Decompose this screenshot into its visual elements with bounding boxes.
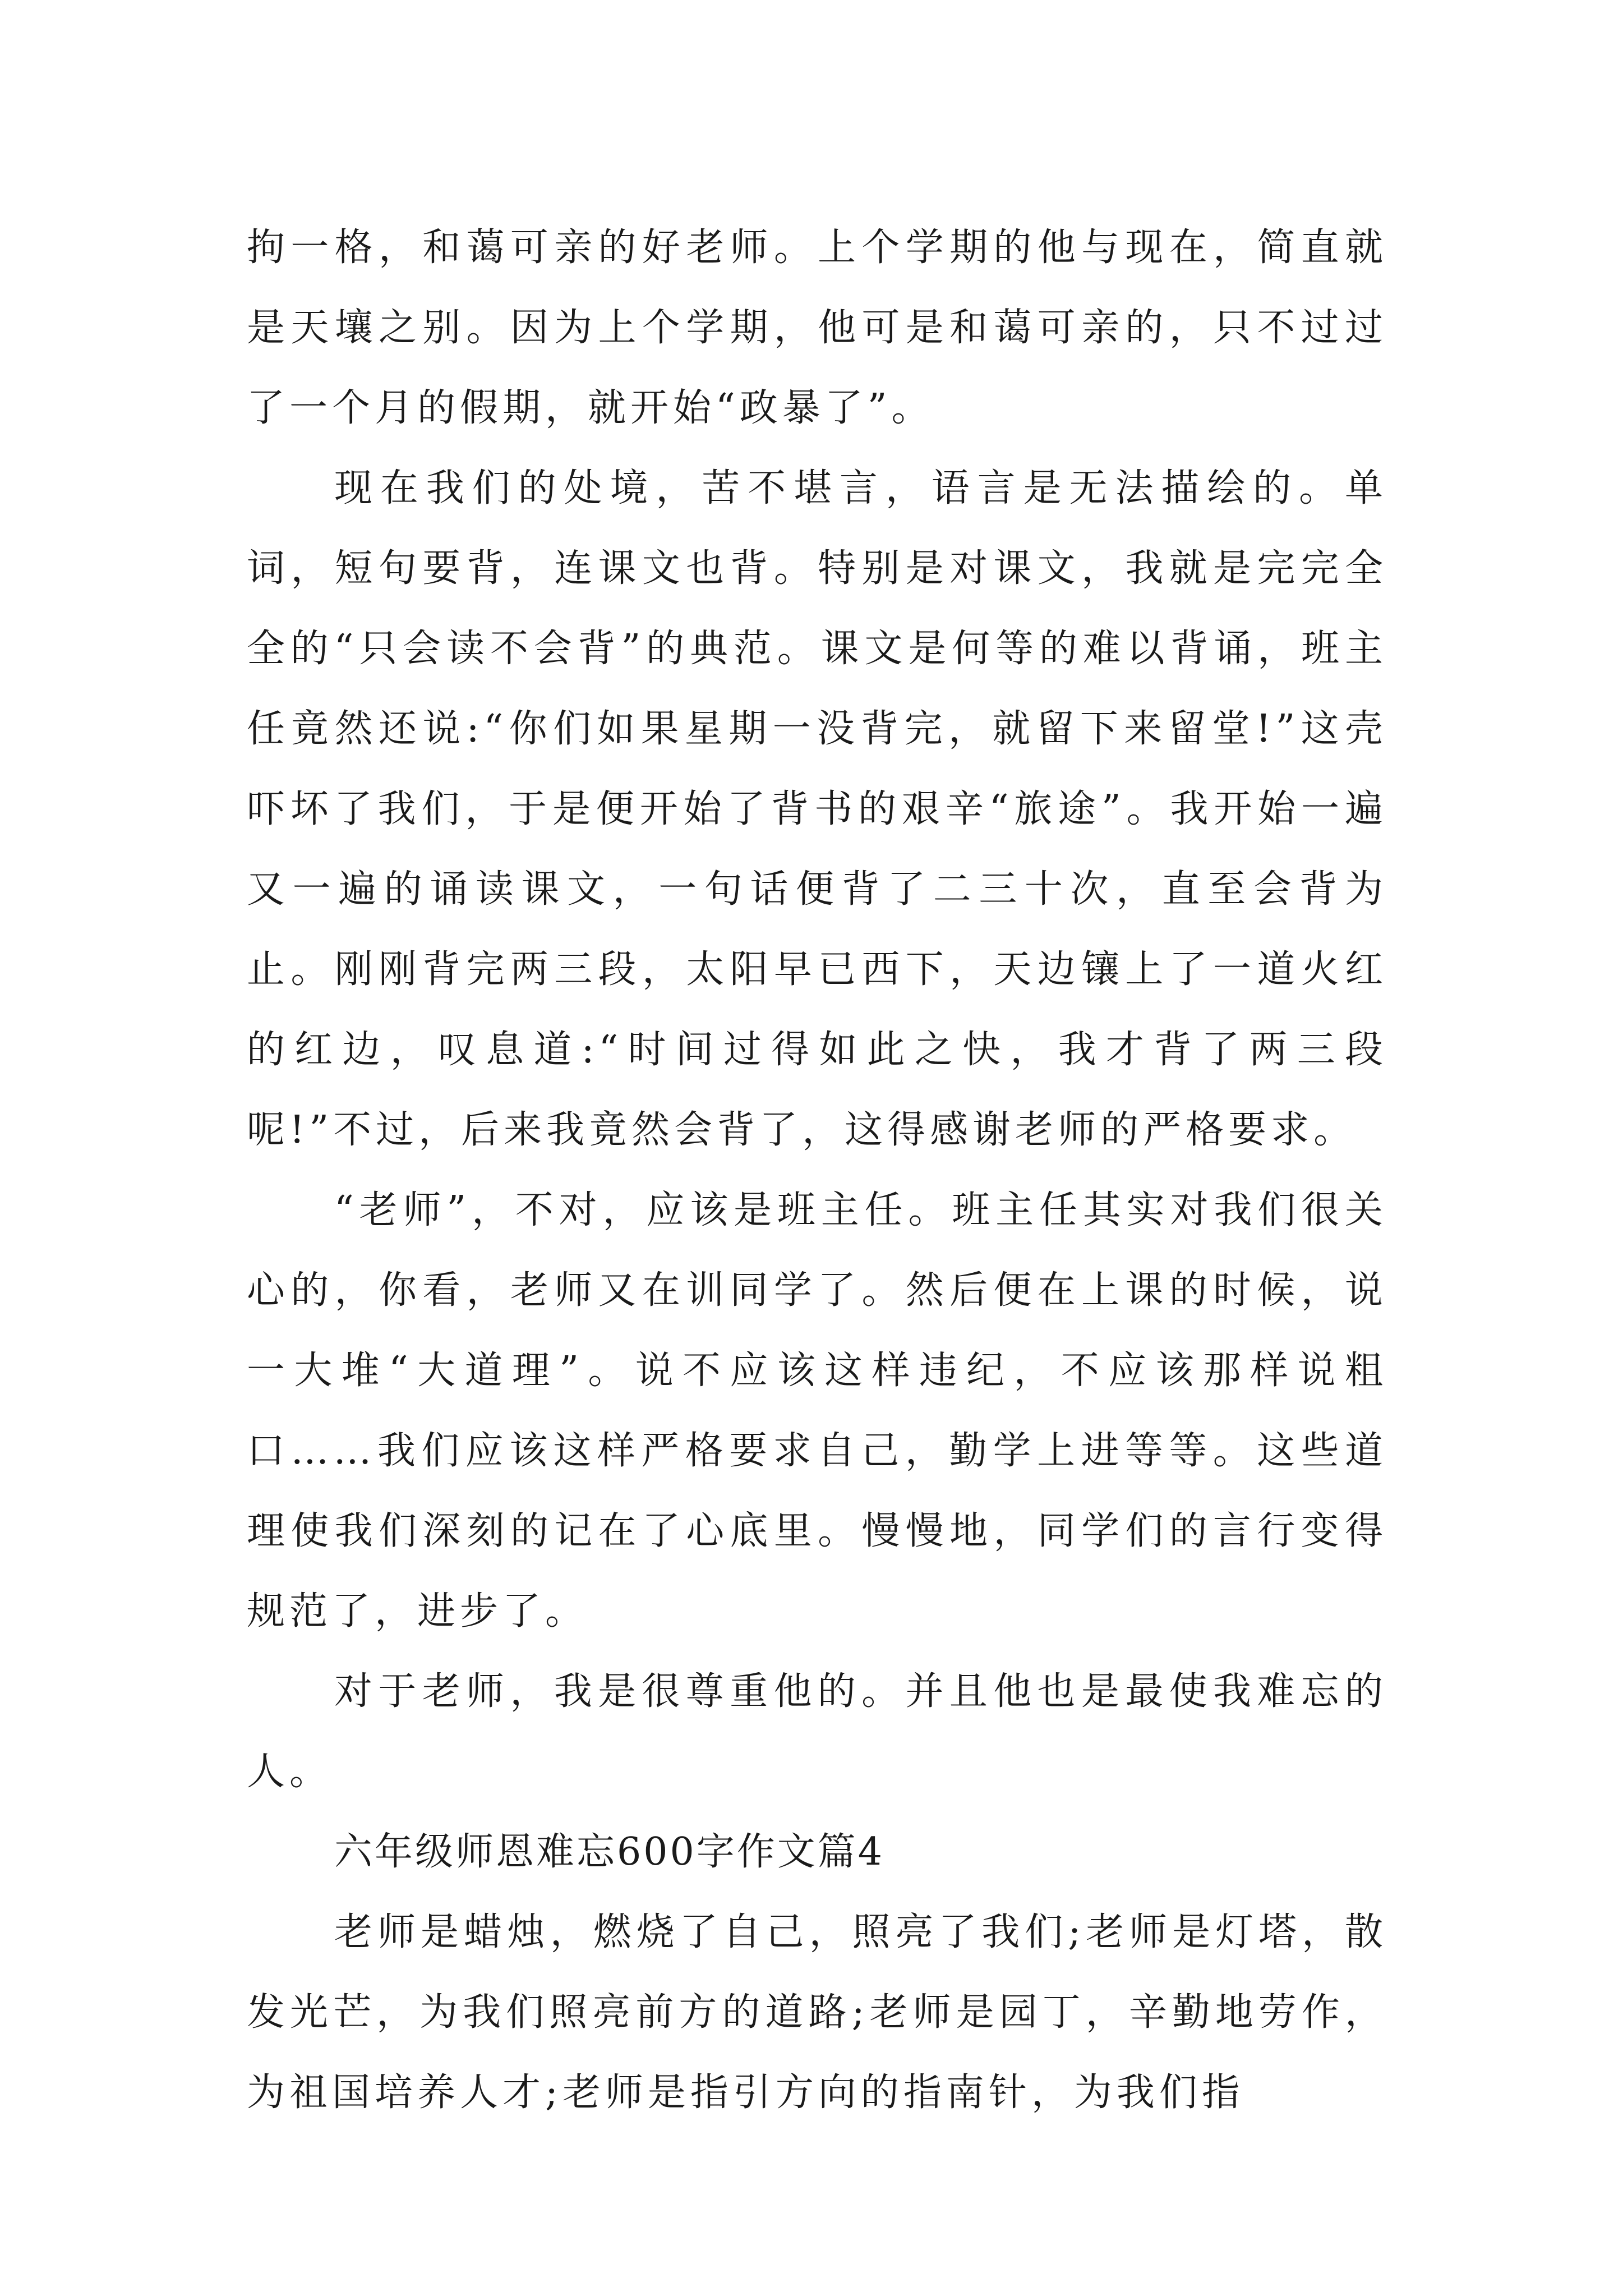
section-heading: 六年级师恩难忘600字作文篇4 <box>334 1830 885 1874</box>
document-body <box>247 208 1387 2133</box>
paragraph-5: 老师是蜡烛，燃烧了自己，照亮了我们;老师是灯塔，散发光芒，为我们照亮前方的道路;老师是园丁，辛勤地劳作，为祖国培养人才;老师是指引方向的指南针，为我们指 <box>247 1910 1387 2115</box>
paragraph-1: 拘一格，和蔼可亲的好老师。上个学期的他与现在，简直就是天壤之别。因为上个学期，他可是和蔼可亲的，只不过过了一个月的假期，就开始“政暴了”。 <box>247 226 1387 430</box>
paragraph-4: 对于老师，我是很尊重他的。并且他也是最使我难忘的人。 <box>247 1669 1387 1794</box>
paragraph-2: 现在我们的处境，苦不堪言，语言是无法描绘的。单词，短句要背，连课文也背。特别是对课文，我就是完完全全的“只会读不会背”的典范。课文是何等的难以背诵，班主任竟然还说:“你们如果星期一没背完，就留下来留堂!”这壳吓坏了我们，于是便开始了背书的艰辛“旅途”。我开始一遍又一遍的诵读课文，一句话便背了二三十次，直至会背为止。刚刚背完两三段，太阳早已西下，天边镶上了一道火红的红边，叹息道:“时间过得如此之快，我才背了两三段呢!”不过，后来我竟然会背了，这得感谢老师的严格要求。 <box>247 466 1387 1152</box>
paragraph-3: “老师”，不对，应该是班主任。班主任其实对我们很关心的，你看，老师又在训同学了。然后便在上课的时候，说一大堆“大道理”。说不应该这样违纪，不应该那样说粗口……我们应该这样严格要求自己，勤学上进等等。这些道理使我们深刻的记在了心底里。慢慢地，同学们的言行变得规范了，进步了。 <box>247 1188 1387 1634</box>
